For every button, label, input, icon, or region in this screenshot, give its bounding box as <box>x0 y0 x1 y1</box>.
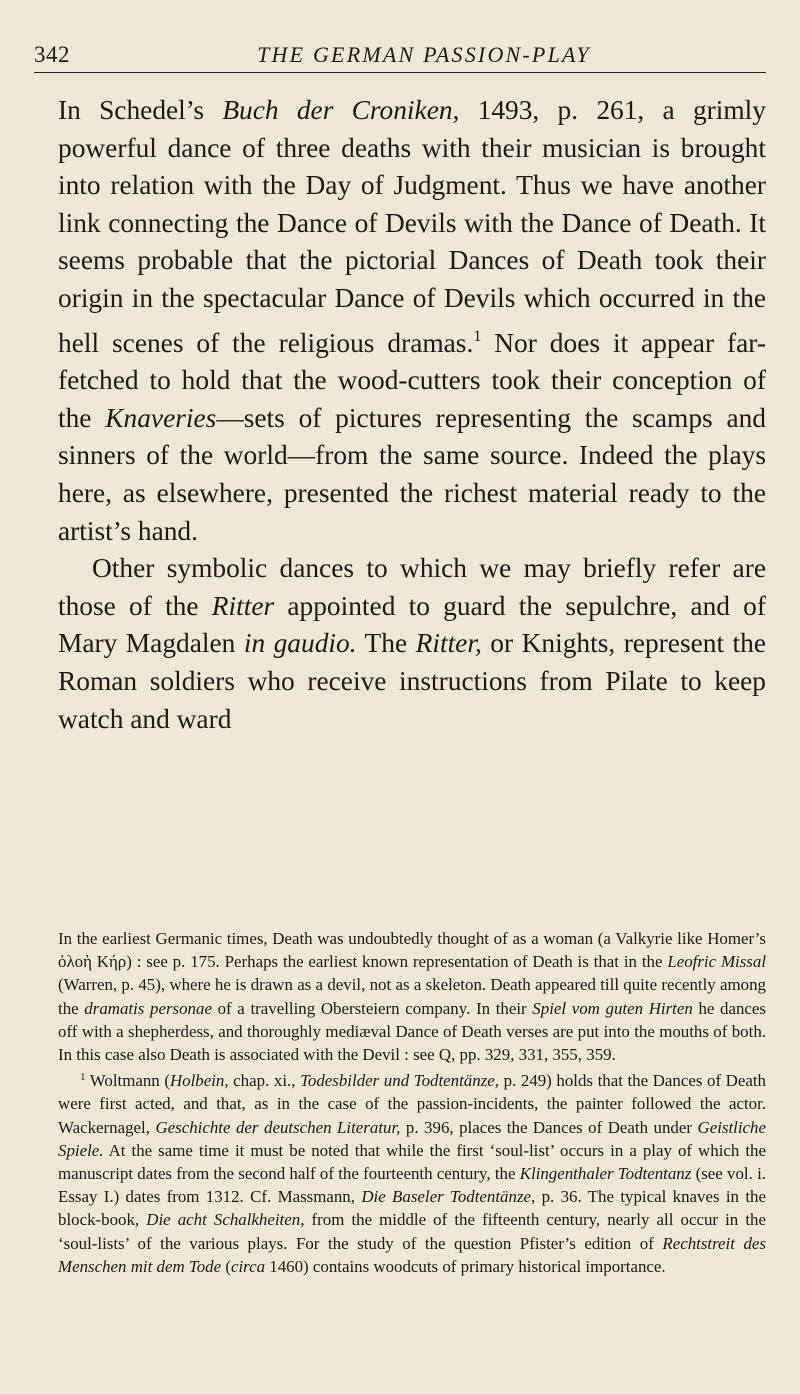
italic-title: Knaveries <box>105 402 217 433</box>
italic-title: Die Baseler Todtentänze, <box>361 1187 536 1207</box>
running-title: THE GERMAN PASSION-PLAY <box>257 42 591 67</box>
text-run: p. 396, places the Dances of Death under <box>400 1117 698 1137</box>
italic-title: Geistliche Spiele. <box>58 1117 766 1160</box>
footnotes <box>58 927 766 1278</box>
text-run: In the earliest Germanic times, Death was undoubtedly thought of as a woman (a Valkyrie like Homer’s ὀλοὴ Κήρ) : see p. 175. Perhaps the earliest known representation of Death is that in the <box>58 929 766 972</box>
page-number: 342 <box>34 42 70 67</box>
footnote-number: 1 <box>80 1071 86 1084</box>
text-run: 1493, p. 261, a grimly powerful dance of three deaths with their musician is brought into relation with the Day of Judgment. Thus we have another link connecting the Dance of Devils with the Dance of Death. It seems probable that the pictorial Dances of Death took their origin in the spectacular Dance of Devils which occurred in the hell scenes of the religious dramas. <box>58 95 766 358</box>
paragraph <box>58 550 766 738</box>
text-run: appointed to guard the sepulchre, and of Mary Magdalen <box>58 590 766 659</box>
paragraph <box>58 92 766 550</box>
italic-term: circa <box>230 1256 266 1276</box>
italic-title: Todesbilder und Todtentänze, <box>300 1071 499 1091</box>
text-run: Nor does it appear far-fetched to hold that the wood-cutters took their conception of the <box>58 327 766 433</box>
footnote-reference: 1 <box>473 327 482 345</box>
text-run: 1460) contains woodcuts of primary historical importance. <box>265 1256 666 1276</box>
italic-title: Holbein, <box>169 1071 229 1091</box>
text-run: The <box>356 628 416 659</box>
text-run: At the same time it must be noted that while the first ‘soul-list’ occurs in a play of which the manuscript dates from the second half of the fourteenth century, the <box>58 1140 766 1184</box>
italic-term: dramatis personae <box>84 998 212 1018</box>
text-run: Woltmann ( <box>85 1071 170 1091</box>
text-run: p. 36. The typical knaves in the block-book, <box>58 1187 766 1230</box>
text-run: Other symbolic dances to which we may briefly refer are those of the <box>58 553 766 621</box>
text-run: he dances off with a shepherdess, and thoroughly mediæval Dance of Death verses are put into the mouths of both. In this case also Death is associated with the Devil : see Q, pp. 329, 331, 355, 359. <box>58 998 766 1065</box>
italic-title: Buch der Croniken, <box>222 95 460 125</box>
text-run: or Knights, represent the Roman soldiers who receive instructions from Pilate to keep watch and ward <box>58 628 767 734</box>
footnote-continuation <box>58 927 766 1066</box>
italic-title: Klingenthaler Todtentanz <box>519 1164 692 1184</box>
text-run: (Warren, p. 45), where he is drawn as a devil, not as a skeleton. Death appeared till quite recently among the <box>58 975 766 1018</box>
text-run: —sets of pictures representing the scamps and sinners of the world—from the same source. Indeed the plays here, as elsewhere, presented the richest material ready to the artist’s hand. <box>58 402 767 546</box>
italic-title: Geschichte der deutschen Literatur, <box>155 1117 401 1137</box>
text-run: of a travelling Obersteiern company. In their <box>211 998 533 1018</box>
body-text <box>58 92 766 738</box>
italic-term: Ritter <box>211 590 275 621</box>
italic-title: Spiel vom guten Hirten <box>532 998 693 1018</box>
text-run: chap. xi., <box>228 1071 301 1091</box>
footnote-1 <box>58 1066 766 1278</box>
text-run: from the middle of the fifteenth century, nearly all occur in the ‘soul-lists’ of the various plays. For the study of the question Pfister’s edition of <box>58 1210 766 1253</box>
italic-title: Rechtstreit des Menschen mit dem Tode <box>58 1233 766 1276</box>
italic-term: Ritter, <box>415 628 482 659</box>
italic-term: in gaudio. <box>243 628 357 659</box>
text-run: In Schedel’s <box>58 95 223 125</box>
text-run: (see vol. i. Essay I.) dates from 1312. Cf. Massmann, <box>58 1164 766 1207</box>
running-head <box>34 38 766 73</box>
italic-title: Die acht Schalkheiten, <box>146 1210 305 1230</box>
text-run: ( <box>221 1256 231 1276</box>
text-run: p. 249) holds that the Dances of Death were first acted, and that, as in the case of the passion-incidents, the painter followed the actor. Wackernagel, <box>58 1071 766 1137</box>
italic-title: Leofric Missal <box>667 952 767 972</box>
